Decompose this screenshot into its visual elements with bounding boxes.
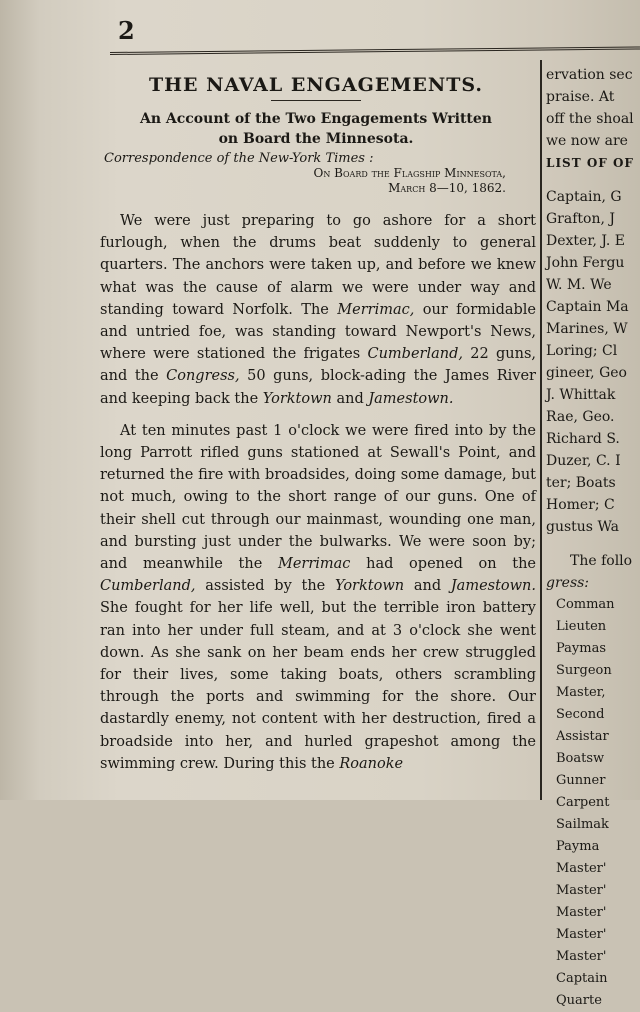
top-rule <box>110 46 640 55</box>
list-item: Rae, Geo. <box>546 409 615 425</box>
text-run: 22 guns, and the <box>100 346 537 385</box>
article-column <box>96 64 536 804</box>
text-run: ading the James River and keeping back the <box>100 368 536 407</box>
spacer <box>546 174 640 186</box>
list-item: Grafton, J <box>546 211 615 227</box>
text-run: our formidable and untried foe, was standing toward <box>100 301 537 341</box>
subhead-line-2: on Board the Minnesota. <box>218 131 414 147</box>
text-line: ervation sec <box>546 67 633 83</box>
headline-rule <box>271 100 361 101</box>
list-item: Captain, G <box>546 189 622 205</box>
text-run: At ten minutes past 1 o'clock we were fired into by the long Parrott rifled guns stationed at Sewall's Point, and returned the fire with broadsides, doing some damage, but not much, owing to the short range of our guns. One of their shell cut through our mainmast, wounding one man, and bursting just under the bulwarks. We were soon by; and meanwhile the <box>100 422 536 573</box>
list-item: Lieuten <box>556 619 607 634</box>
list-item: Loring; Cl <box>546 343 618 359</box>
text-run: knew what was the cause of alarm we were under <box>100 257 536 296</box>
list-item: Sailmak <box>556 817 609 832</box>
list-item: Master' <box>556 949 607 964</box>
list-item: Master' <box>556 927 607 942</box>
ship-name: Congress, <box>166 368 240 385</box>
list-item: Marines, W <box>546 321 628 337</box>
list-item: Boatsw <box>556 751 605 766</box>
officer-list <box>546 186 640 538</box>
ship-name: Cumberland, <box>367 346 463 363</box>
spacer <box>546 538 640 550</box>
ship-name: Yorktown <box>262 390 332 407</box>
dateline-line-1: On Board the Flagship Minnesota, <box>313 166 506 180</box>
page-number: 2 <box>118 16 135 45</box>
ship-name: Merrimac <box>277 556 351 573</box>
text-run: way and standing toward Norfolk. The <box>100 279 537 318</box>
text-run: quarters. The anchors were taken up, and before we <box>100 257 492 274</box>
text-run: and <box>331 390 369 407</box>
text-run: 50 guns, block- <box>239 368 365 385</box>
dateline-line-2: March 8—10, 1862. <box>388 181 506 195</box>
text-run: She fought for her life well, but the terrible iron battery ran into her under full steam, and at 3 o'clock she went down. As she sank on her beam ends her crew struggled for their lives, some taking boats, others scrambling through the ports and swimming for the shore. Our dastardly enemy, not content with her destruction, fired a broadside into her, and hurled grapeshot among the swimming crew. During this the <box>100 600 536 772</box>
list-caption: LIST OF OF <box>546 156 634 170</box>
list-item: Carpent <box>556 795 610 810</box>
text-run: assisted by the <box>195 578 336 595</box>
list-item: Captain Ma <box>546 299 629 315</box>
list-item: gustus Wa <box>546 519 619 535</box>
list-item: Second <box>556 707 605 722</box>
list-item: Master, <box>556 685 606 700</box>
list-item: Gunner <box>556 773 606 788</box>
text-run: had opened on the <box>350 556 537 573</box>
list-item: Paymas <box>556 641 607 656</box>
list-item: Surgeon <box>556 663 612 678</box>
list-item: Dexter, J. E <box>546 233 626 249</box>
paragraph-1 <box>100 210 536 410</box>
subhead-line-1: An Account of the Two Engagements Written <box>139 111 492 127</box>
ship-name: Merrimac, <box>337 301 415 318</box>
right-column <box>546 64 640 1008</box>
list-item: J. Whittak <box>546 387 616 403</box>
dateline <box>96 166 536 196</box>
ship-name: Jamestown. <box>450 578 537 595</box>
ship-name: Yorktown <box>335 578 405 595</box>
correspondence-line: Correspondence of the New-York Times : <box>104 151 374 166</box>
text-run: Newport's News, where were stationed the frigates <box>100 324 536 363</box>
ship-name: Cumberland, <box>100 578 196 595</box>
list-item: Master' <box>556 905 607 920</box>
list-item: Comman <box>556 597 615 612</box>
text-line: The follo <box>570 553 633 569</box>
list-item: Richard S. <box>546 431 620 447</box>
list-item: gineer, Geo <box>546 365 627 381</box>
list-item: ter; Boats <box>546 475 616 491</box>
ship-name: Roanoke <box>339 755 404 772</box>
list-item: Duzer, C. I <box>546 453 621 469</box>
article-body <box>96 210 536 775</box>
list-item: Captain <box>556 971 608 986</box>
text-run: and <box>404 578 451 595</box>
list-item: W. M. We <box>546 277 612 293</box>
column-divider <box>540 60 542 800</box>
text-run: We were just preparing to go ashore for a short <box>120 213 536 229</box>
rank-list <box>546 594 640 1012</box>
subhead <box>96 109 536 149</box>
list-item: Assistar <box>556 729 609 744</box>
text-run: furlough, when the drums beat suddenly to general <box>100 235 536 252</box>
paragraph-2 <box>100 420 536 775</box>
list-item: John Fergu <box>546 255 625 271</box>
ship-name: Jamestown. <box>368 390 454 407</box>
text-line: praise. At <box>546 89 615 105</box>
list-item: Quarte <box>556 993 602 1008</box>
list-item: Homer; C <box>546 497 615 513</box>
list-item: Payma <box>556 839 600 854</box>
headline: THE NAVAL ENGAGEMENTS. <box>148 74 484 96</box>
text-line: off the shoal <box>546 111 634 127</box>
list-item: Master' <box>556 883 607 898</box>
list-item: Master' <box>556 861 607 876</box>
text-line: we now are <box>546 133 628 149</box>
text-line: gress: <box>546 575 590 591</box>
